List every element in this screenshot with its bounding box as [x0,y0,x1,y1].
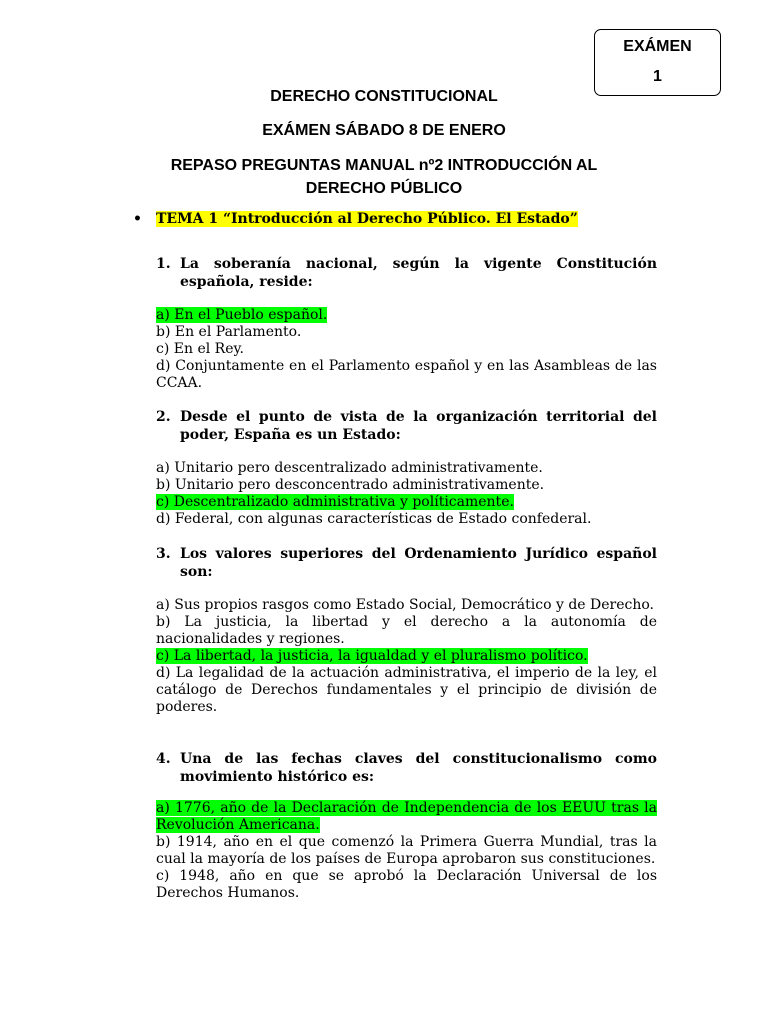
question-text: La soberanía nacional, según la vigente Constitución española, reside: [180,256,657,290]
exam-label: EXÁMEN [623,38,692,55]
question-number: 1. [156,256,171,272]
option-a: a) Unitario pero descentralizado administrativamente. [156,460,543,476]
option-d: d) La legalidad de la actuación administrativa, el imperio de la ley, el catálogo de Derechos fundamentales y el principio de división de poderes. [156,665,657,715]
question-1-options [156,307,657,392]
review-title-line1: REPASO PREGUNTAS MANUAL nº2 INTRODUCCIÓN AL [170,157,598,174]
topic-title: TEMA 1 “Introducción al Derecho Público. El Estado” [156,211,578,227]
question-1 [156,255,657,291]
question-3-options [156,597,657,716]
question-number: 3. [156,546,171,562]
option-d: d) Federal, con algunas características de Estado confederal. [156,511,592,527]
question-2-options [156,460,657,528]
option-c-correct: c) Descentralizado administrativa y políticamente. [156,494,514,510]
question-4-options [156,800,657,902]
option-b: b) Unitario pero desconcentrado administrativamente. [156,477,545,493]
question-2 [156,408,657,444]
document-title: DERECHO CONSTITUCIONAL [270,88,498,105]
option-c: c) En el Rey. [156,341,244,357]
question-number: 2. [156,409,171,425]
bullet-icon: • [133,211,142,227]
option-d: d) Conjuntamente en el Parlamento español y en las Asambleas de las CCAA. [156,358,657,391]
exam-date: EXÁMEN SÁBADO 8 DE ENERO [262,122,506,139]
question-text: Desde el punto de vista de la organización territorial del poder, España es un Estado: [180,409,657,443]
question-4 [156,750,657,786]
question-text: Los valores superiores del Ordenamiento Jurídico español son: [180,546,657,580]
exam-number: 1 [653,68,662,85]
option-b: b) En el Parlamento. [156,324,302,340]
option-a-correct: a) En el Pueblo español. [156,307,328,323]
review-title-line2: DERECHO PÚBLICO [305,180,463,197]
option-a: a) Sus propios rasgos como Estado Social, Democrático y de Derecho. [156,597,654,613]
question-3 [156,545,657,581]
option-c-correct: c) La libertad, la justicia, la igualdad y el pluralismo político. [156,648,588,664]
question-text: Una de las fechas claves del constitucionalismo como movimiento histórico es: [180,751,657,785]
topic-heading [133,209,673,230]
option-b: b) La justicia, la libertad y el derecho a la autonomía de nacionalidades y regiones. [156,614,657,647]
option-b: b) 1914, año en el que comenzó la Primera Guerra Mundial, tras la cual la mayoría de los países de Europa aprobaron sus constituciones. [156,834,657,867]
question-number: 4. [156,751,171,767]
option-c: c) 1948, año en que se aprobó la Declaración Universal de los Derechos Humanos. [156,868,657,901]
option-a-correct: a) 1776, año de la Declaración de Independencia de los EEUU tras la Revolución Americana. [156,800,657,833]
